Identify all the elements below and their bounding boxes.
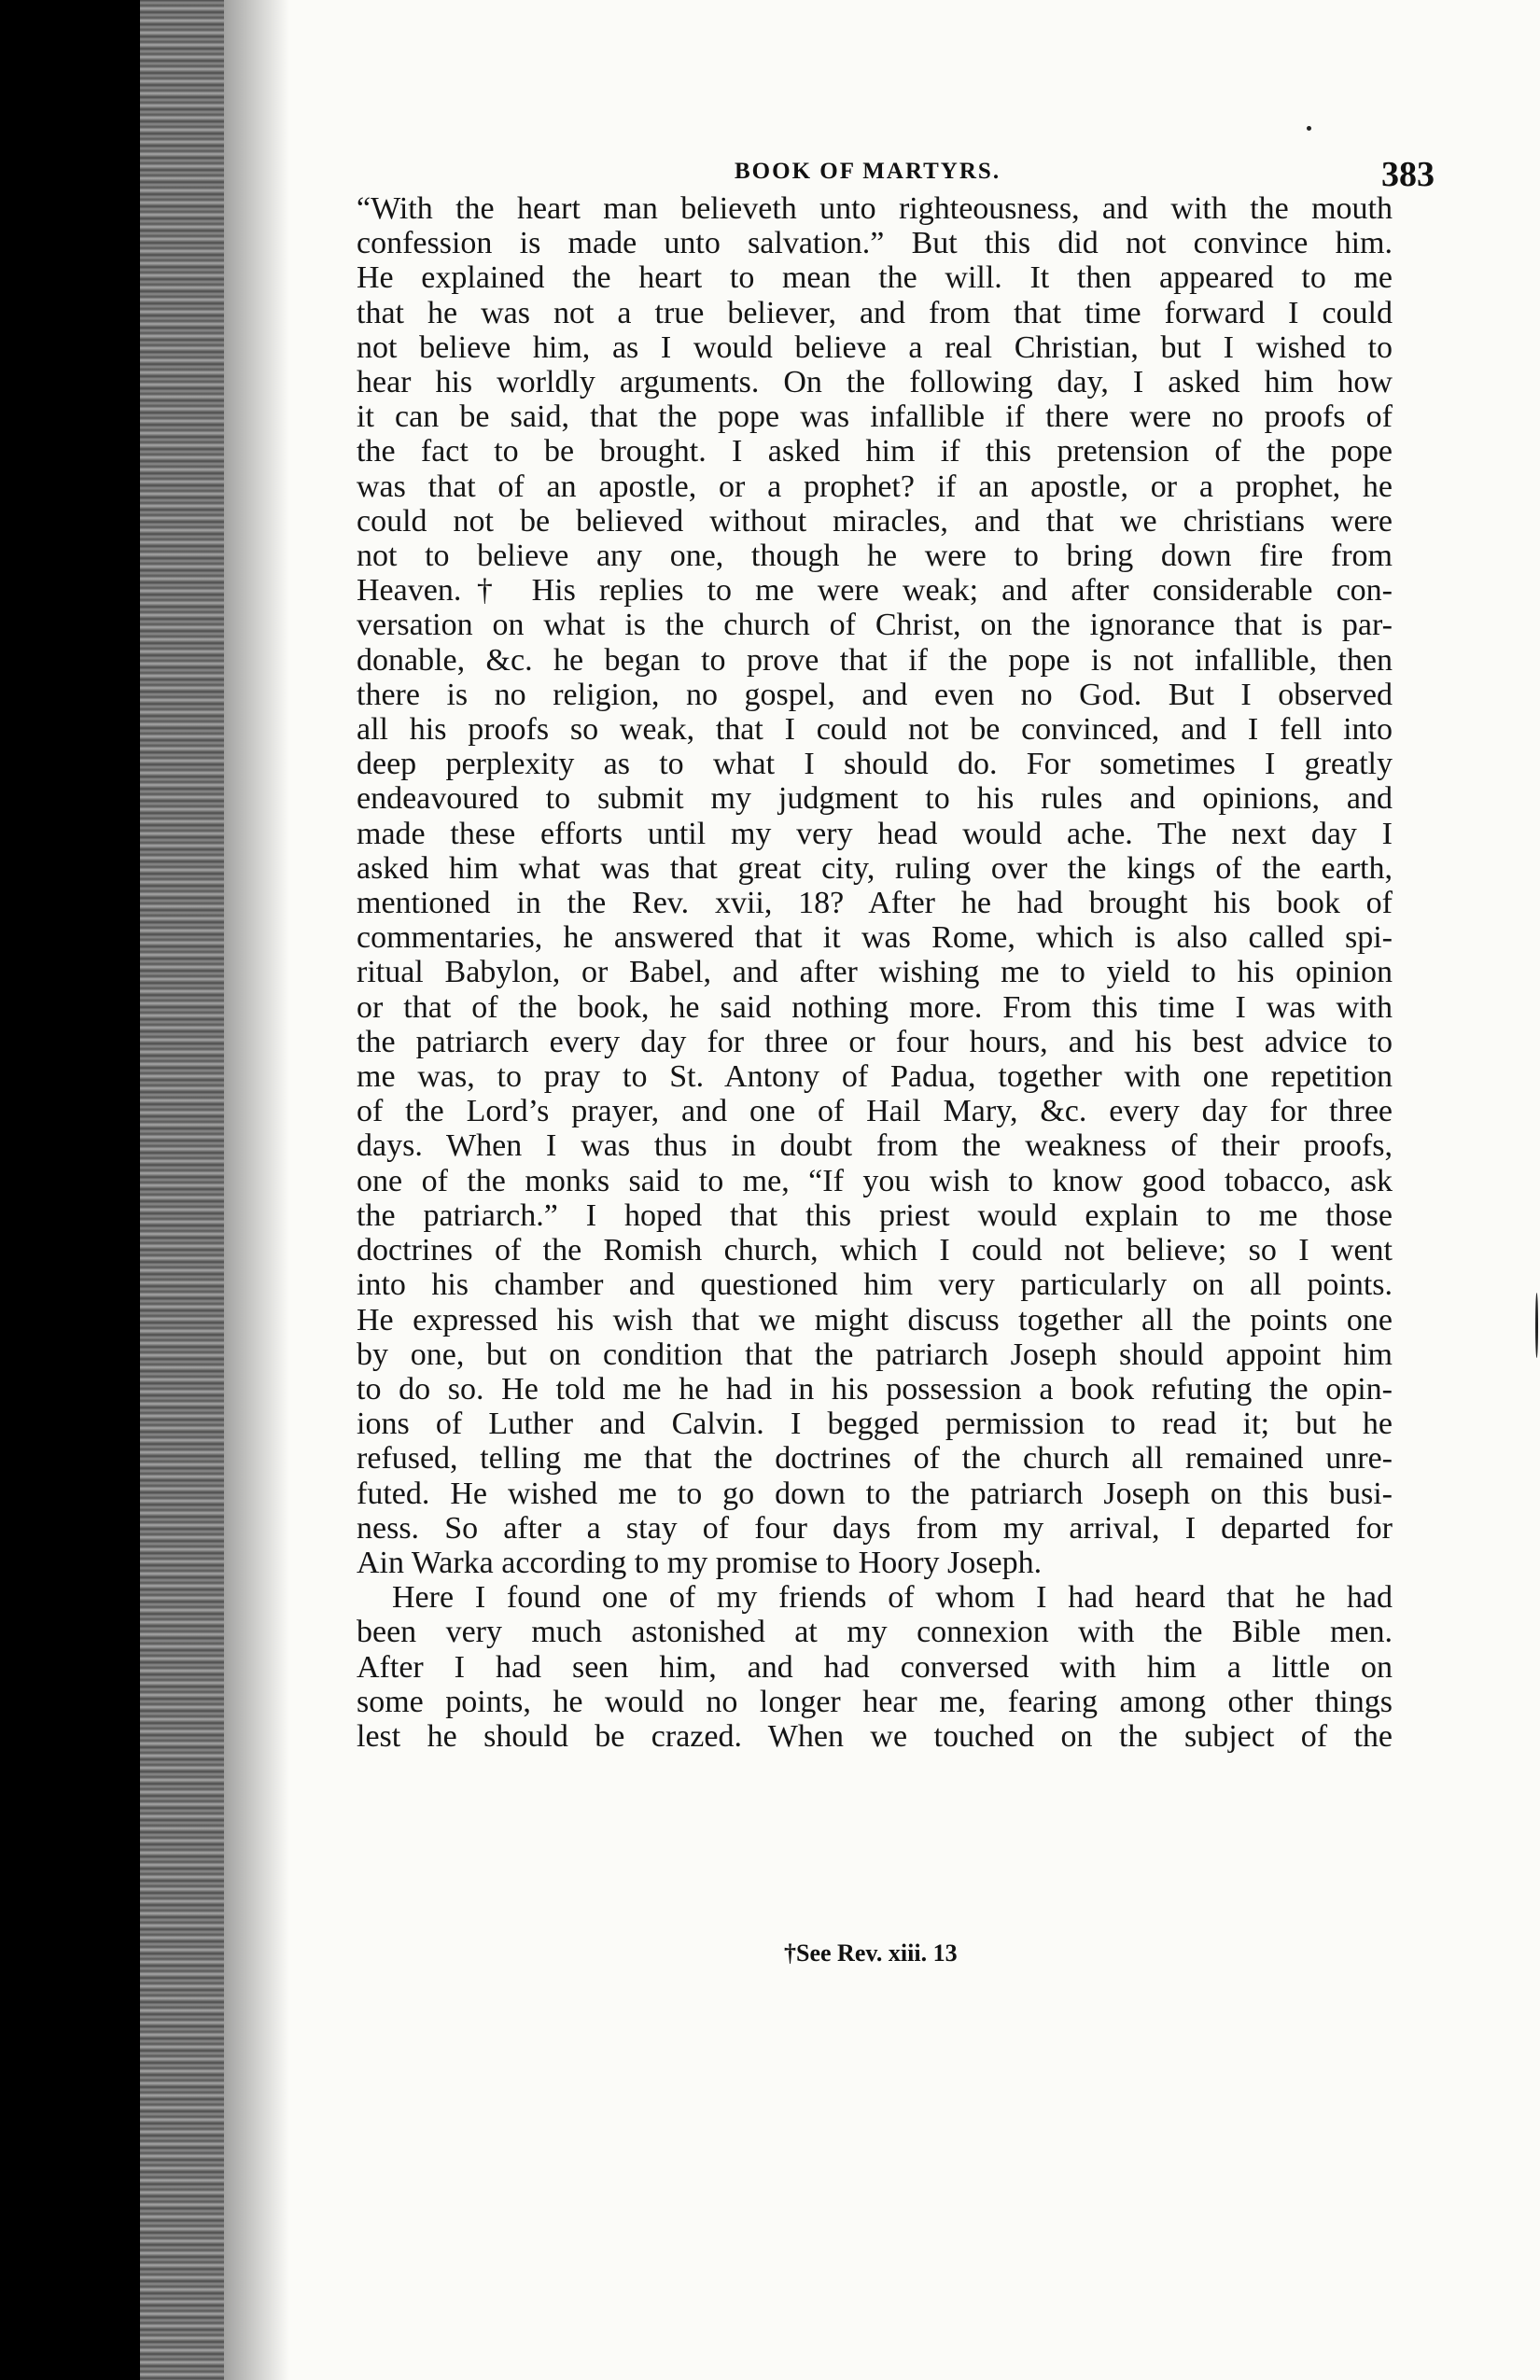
text-line: commentaries, he answered that it was Rome, which is also called spi-	[357, 920, 1393, 956]
text-line: one of the monks said to me, “If you wish to know good tobacco, ask	[357, 1163, 1393, 1198]
text-line: was that of an apostle, or a prophet? if an apostle, or a prophet, he	[357, 469, 1393, 504]
text-line: or that of the book, he said nothing more. From this time I was with	[357, 989, 1393, 1025]
text-line: of the Lord’s prayer, and one of Hail Mary, &c. every day for three	[357, 1094, 1393, 1129]
page-number: 383	[1381, 155, 1435, 194]
text-line: hear his worldly arguments. On the following day, I asked him how	[357, 365, 1393, 400]
text-line: asked him what was that great city, ruling over the kings of the earth,	[357, 850, 1393, 886]
text-line: He explained the heart to mean the will. It then appeared to me	[357, 260, 1393, 296]
text-line: not to believe any one, though he were to bring down fire from	[357, 539, 1393, 574]
text-line: endeavoured to submit my judgment to his rules and opinions, and	[357, 781, 1393, 817]
text-line: He expressed his wish that we might discuss together all the points one	[357, 1302, 1393, 1337]
text-line: futed. He wished me to go down to the patriarch Joseph on this busi-	[357, 1476, 1393, 1511]
text-line: ness. So after a stay of four days from my arrival, I departed for	[357, 1510, 1393, 1546]
margin-mark	[1535, 1293, 1538, 1358]
body-text	[357, 191, 1393, 1754]
text-line: donable, &c. he began to prove that if the pope is not infallible, then	[357, 642, 1393, 678]
text-line: deep perplexity as to what I should do. For sometimes I greatly	[357, 747, 1393, 782]
text-line: mentioned in the Rev. xvii, 18? After he had brought his book of	[357, 886, 1393, 921]
text-line: lest he should be crazed. When we touched on the subject of the	[357, 1718, 1393, 1754]
page-binding-edge	[140, 0, 224, 2380]
text-line: some points, he would no longer hear me, fearing among other things	[357, 1684, 1393, 1719]
text-line: ritual Babylon, or Babel, and after wishing me to yield to his opinion	[357, 955, 1393, 990]
text-line: refused, telling me that the doctrines of the church all remained unre-	[357, 1441, 1393, 1477]
text-line: days. When I was thus in doubt from the weakness of their proofs,	[357, 1128, 1393, 1164]
text-line: the fact to be brought. I asked him if this pretension of the pope	[357, 434, 1393, 469]
text-line: doctrines of the Romish church, which I could not believe; so I went	[357, 1233, 1393, 1268]
margin-mark	[1307, 126, 1311, 131]
text-line: Ain Warka according to my promise to Hoory Joseph.	[357, 1545, 1043, 1580]
text-line: the patriarch every day for three or four hours, and his best advice to	[357, 1024, 1393, 1059]
text-line: by one, but on condition that the patriarch Joseph should appoint him	[357, 1337, 1393, 1372]
text-line: confession is made unto salvation.” But this did not convince him.	[357, 226, 1393, 261]
footnote: †See Rev. xiii. 13	[784, 1939, 958, 1967]
text-line: “With the heart man believeth unto righteousness, and with the mouth	[357, 191, 1393, 226]
book-page	[140, 0, 1540, 2380]
text-line: made these efforts until my very head would ache. The next day I	[357, 816, 1393, 851]
running-header: BOOK OF MARTYRS.	[735, 159, 1001, 184]
text-line: into his chamber and questioned him very particularly on all points.	[357, 1267, 1393, 1303]
text-line: the patriarch.” I hoped that this priest would explain to me those	[357, 1197, 1393, 1233]
text-line: that he was not a true believer, and from that time forward I could	[357, 295, 1393, 330]
text-line: it can be said, that the pope was infallible if there were no proofs of	[357, 399, 1393, 435]
text-line: all his proofs so weak, that I could not be convinced, and I fell into	[357, 712, 1393, 748]
text-line: not believe him, as I would believe a real Christian, but I wished to	[357, 329, 1393, 365]
text-line: After I had seen him, and had conversed with him a little on	[357, 1649, 1393, 1685]
text-line: me was, to pray to St. Antony of Padua, together with one repetition	[357, 1059, 1393, 1095]
text-line: been very much astonished at my connexion with the Bible men.	[357, 1615, 1393, 1650]
text-line: versation on what is the church of Christ, on the ignorance that is par-	[357, 608, 1393, 643]
text-line: Heaven.† His replies to me were weak; and after considerable con-	[357, 573, 1393, 609]
text-line: could not be believed without miracles, and that we christians were	[357, 503, 1393, 539]
page-binding-shadow	[224, 0, 289, 2380]
text-line: Here I found one of my friends of whom I had heard that he had	[392, 1580, 1393, 1616]
text-line: to do so. He told me he had in his possession a book refuting the opin-	[357, 1371, 1393, 1407]
text-line: ions of Luther and Calvin. I begged permission to read it; but he	[357, 1407, 1393, 1442]
text-line: there is no religion, no gospel, and even no God. But I observed	[357, 677, 1393, 712]
